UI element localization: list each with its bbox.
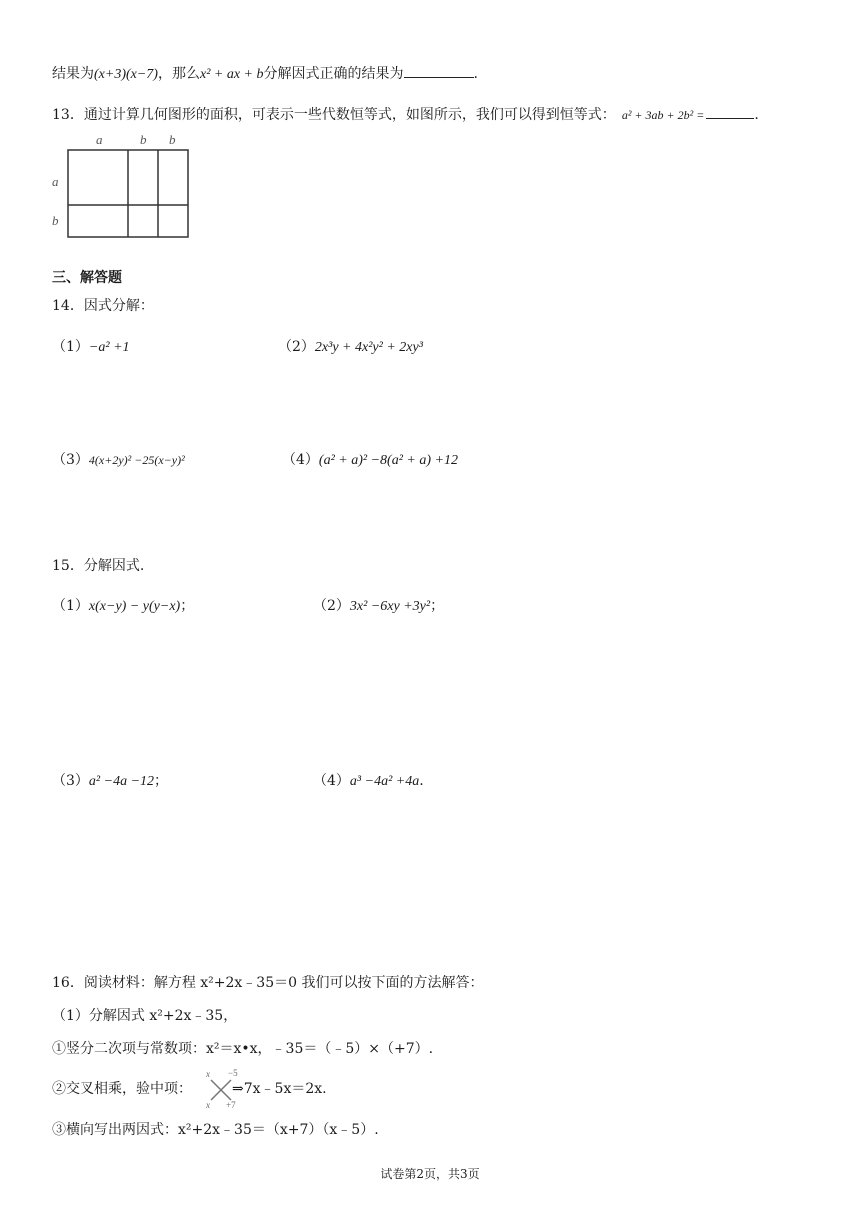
cross-bottom-right: +7 — [226, 1100, 236, 1110]
label-top-b2: b — [169, 132, 176, 147]
q16-step3: ③横向写出两因式：x²+2x﹣35＝（x+7）（x﹣5）. — [52, 1122, 379, 1138]
question-13: 13．通过计算几何图形的面积，可表示一些代数恒等式，如图所示，我们可以得到恒等式： a² + 3ab + 2b² = . — [52, 107, 759, 123]
q16-part1: （1）分解因式 x²+2x﹣35， — [52, 1008, 238, 1024]
math-expr: −a² +1 — [88, 340, 130, 355]
label-side-a: a — [52, 174, 59, 189]
q12-continuation: 结果为(x+3)(x−7)，那么x² + ax + b分解因式正确的结果为 . — [52, 66, 478, 82]
math-expr: a² −4a −12 — [88, 774, 155, 789]
q14-part2: （2）2x³y + 4x²y² + 2xy³ — [278, 339, 423, 355]
q15-part2: （2）3x² −6xy +3y²； — [313, 598, 445, 614]
label-top-b1: b — [140, 132, 147, 147]
page-footer: 试卷第2页，共3页 — [380, 1167, 480, 1181]
q15-part4: （4）a³ −4a² +4a. — [313, 773, 424, 789]
q16-step2: ②交叉相乘，验中项： ⇒7x﹣5x＝2x. — [52, 1081, 327, 1097]
math-expr: a² + 3ab + 2b² = — [621, 108, 705, 122]
question-15: 15．分解因式. — [52, 558, 145, 574]
cross-bottom-left: x — [206, 1100, 210, 1110]
math-expr: (a² + a)² −8(a² + a) +12 — [318, 453, 458, 468]
math-expr: x(x−y) − y(y−x) — [88, 599, 181, 614]
question-14: 14．因式分解： — [52, 298, 154, 314]
math-expr: a³ −4a² +4a — [349, 774, 420, 789]
answer-blank[interactable] — [404, 77, 474, 78]
q14-part1: （1）−a² +1 — [52, 339, 130, 355]
q15-part1: （1）x(x−y) − y(y−x)； — [52, 598, 195, 614]
label-side-b: b — [52, 213, 59, 228]
math-expr: 3x² −6xy +3y² — [349, 599, 431, 614]
q15-part3: （3）a² −4a −12； — [52, 773, 169, 789]
q16-step1: ①竖分二次项与常数项：x²＝x•x，﹣35＝（﹣5）×（+7）. — [52, 1041, 434, 1057]
cross-multiplication-figure — [204, 1068, 242, 1110]
cross-top-left: x — [206, 1069, 210, 1079]
cross-top-right: −5 — [228, 1068, 238, 1078]
math-expr: 4(x+2y)² −25(x−y)² — [88, 453, 185, 467]
q14-part3: （3）4(x+2y)² −25(x−y)² — [52, 452, 185, 468]
answer-blank[interactable] — [706, 118, 754, 119]
question-16: 16．阅读材料：解方程 x²+2x﹣35＝0 我们可以按下面的方法解答： — [52, 975, 484, 991]
math-expr: x² + ax + b — [199, 67, 264, 82]
section-heading: 三、解答题 — [52, 270, 122, 286]
math-expr: 2x³y + 4x²y² + 2xy³ — [314, 340, 423, 355]
q14-part4: （4）(a² + a)² −8(a² + a) +12 — [282, 452, 458, 468]
area-figure — [48, 128, 208, 244]
math-expr: (x+3)(x−7) — [94, 67, 158, 82]
label-top-a: a — [96, 132, 103, 147]
